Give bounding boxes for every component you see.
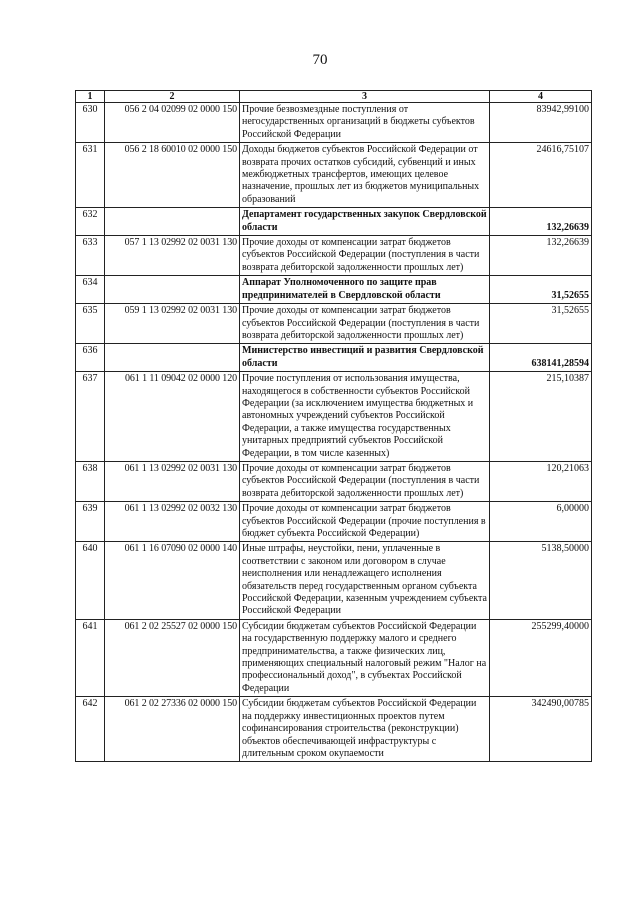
amount-value: 24616,75107: [490, 143, 592, 208]
table-row: [76, 461, 592, 501]
row-number: 642: [76, 697, 105, 762]
budget-classification-code: 061 1 13 02992 02 0032 130: [105, 502, 240, 542]
department-row: [76, 344, 592, 372]
budget-classification-code: 057 1 13 02992 02 0031 130: [105, 236, 240, 276]
table-row: [76, 502, 592, 542]
revenue-name: Департамент государственных закупок Свердловской области: [240, 208, 490, 236]
revenue-name: Субсидии бюджетам субъектов Российской Федерации на государственную поддержку малого и среднего предпринимательства, а также физических лиц, применяющих специальный налоговый режим "Налог на профессиональный доход", в субъектах Российской Федерации: [240, 619, 490, 696]
revenue-name: Доходы бюджетов субъектов Российской Федерации от возврата прочих остатков субсидий, субвенций и иных межбюджетных трансфертов, имеющих целевое назначение, прошлых лет из бюджетов муниципальных образований: [240, 143, 490, 208]
amount-value: 31,52655: [490, 304, 592, 344]
table-row: [76, 697, 592, 762]
row-number: 639: [76, 502, 105, 542]
row-number: 641: [76, 619, 105, 696]
amount-value: 132,26639: [490, 208, 592, 236]
table-row: [76, 103, 592, 143]
amount-value: 215,10387: [490, 372, 592, 462]
table-row: [76, 236, 592, 276]
amount-value: 120,21063: [490, 461, 592, 501]
table-header-row: [76, 91, 592, 103]
column-header: 4: [490, 91, 592, 103]
budget-classification-code: 061 1 16 07090 02 0000 140: [105, 542, 240, 619]
budget-classification-code: 061 2 02 25527 02 0000 150: [105, 619, 240, 696]
revenue-name: Прочие доходы от компенсации затрат бюджетов субъектов Российской Федерации (прочие поступления в бюджет субъекта Российской Федерации): [240, 502, 490, 542]
column-header: 3: [240, 91, 490, 103]
budget-classification-code: 061 1 13 02992 02 0031 130: [105, 461, 240, 501]
budget-classification-code: [105, 344, 240, 372]
row-number: 635: [76, 304, 105, 344]
revenue-name: Иные штрафы, неустойки, пени, уплаченные в соответствии с законом или договором в случае неисполнения или ненадлежащего исполнения обязательств перед государственным органом субъекта Российской Федерации, казенным учреждением субъекта Российской Федерации: [240, 542, 490, 619]
revenue-name: Прочие безвозмездные поступления от негосударственных организаций в бюджеты субъектов Российской Федерации: [240, 103, 490, 143]
row-number: 636: [76, 344, 105, 372]
revenue-name: Прочие доходы от компенсации затрат бюджетов субъектов Российской Федерации (поступления в части возврата дебиторской задолженности прошлых лет): [240, 461, 490, 501]
budget-classification-code: 059 1 13 02992 02 0031 130: [105, 304, 240, 344]
amount-value: 132,26639: [490, 236, 592, 276]
revenue-name: Прочие поступления от использования имущества, находящегося в собственности субъектов Российской Федерации (за исключением имущества бюджетных и автономных учреждений субъектов Российской Федерации, а также имущества государственных унитарных предприятий субъектов Российской Федерации, в том числе казенных): [240, 372, 490, 462]
amount-value: 5138,50000: [490, 542, 592, 619]
column-header: 2: [105, 91, 240, 103]
amount-value: 31,52655: [490, 276, 592, 304]
budget-classification-code: 056 2 18 60010 02 0000 150: [105, 143, 240, 208]
budget-classification-code: 061 2 02 27336 02 0000 150: [105, 697, 240, 762]
page-number: 70: [312, 52, 328, 68]
revenue-name: Прочие доходы от компенсации затрат бюджетов субъектов Российской Федерации (поступления в части возврата дебиторской задолженности прошлых лет): [240, 304, 490, 344]
budget-classification-code: 061 1 11 09042 02 0000 120: [105, 372, 240, 462]
table-row: [76, 542, 592, 619]
row-number: 637: [76, 372, 105, 462]
department-row: [76, 208, 592, 236]
amount-value: 83942,99100: [490, 103, 592, 143]
row-number: 640: [76, 542, 105, 619]
amount-value: 342490,00785: [490, 697, 592, 762]
table-row: [76, 304, 592, 344]
row-number: 632: [76, 208, 105, 236]
amount-value: 6,00000: [490, 502, 592, 542]
table-row: [76, 372, 592, 462]
budget-classification-code: [105, 276, 240, 304]
revenue-name: Аппарат Уполномоченного по защите прав предпринимателей в Свердловской области: [240, 276, 490, 304]
revenue-table: [75, 90, 592, 762]
budget-classification-code: 056 2 04 02099 02 0000 150: [105, 103, 240, 143]
row-number: 633: [76, 236, 105, 276]
revenue-name: Субсидии бюджетам субъектов Российской Федерации на поддержку инвестиционных проектов путем софинансирования строительства (реконструкции) объектов обеспечивающей инфраструктуры с длительным сроком окупаемости: [240, 697, 490, 762]
budget-classification-code: [105, 208, 240, 236]
revenue-name: Прочие доходы от компенсации затрат бюджетов субъектов Российской Федерации (поступления в части возврата дебиторской задолженности прошлых лет): [240, 236, 490, 276]
table-row: [76, 143, 592, 208]
row-number: 638: [76, 461, 105, 501]
row-number: 631: [76, 143, 105, 208]
row-number: 630: [76, 103, 105, 143]
amount-value: 638141,28594: [490, 344, 592, 372]
table-row: [76, 619, 592, 696]
row-number: 634: [76, 276, 105, 304]
department-row: [76, 276, 592, 304]
revenue-name: Министерство инвестиций и развития Свердловской области: [240, 344, 490, 372]
amount-value: 255299,40000: [490, 619, 592, 696]
column-header: 1: [76, 91, 105, 103]
